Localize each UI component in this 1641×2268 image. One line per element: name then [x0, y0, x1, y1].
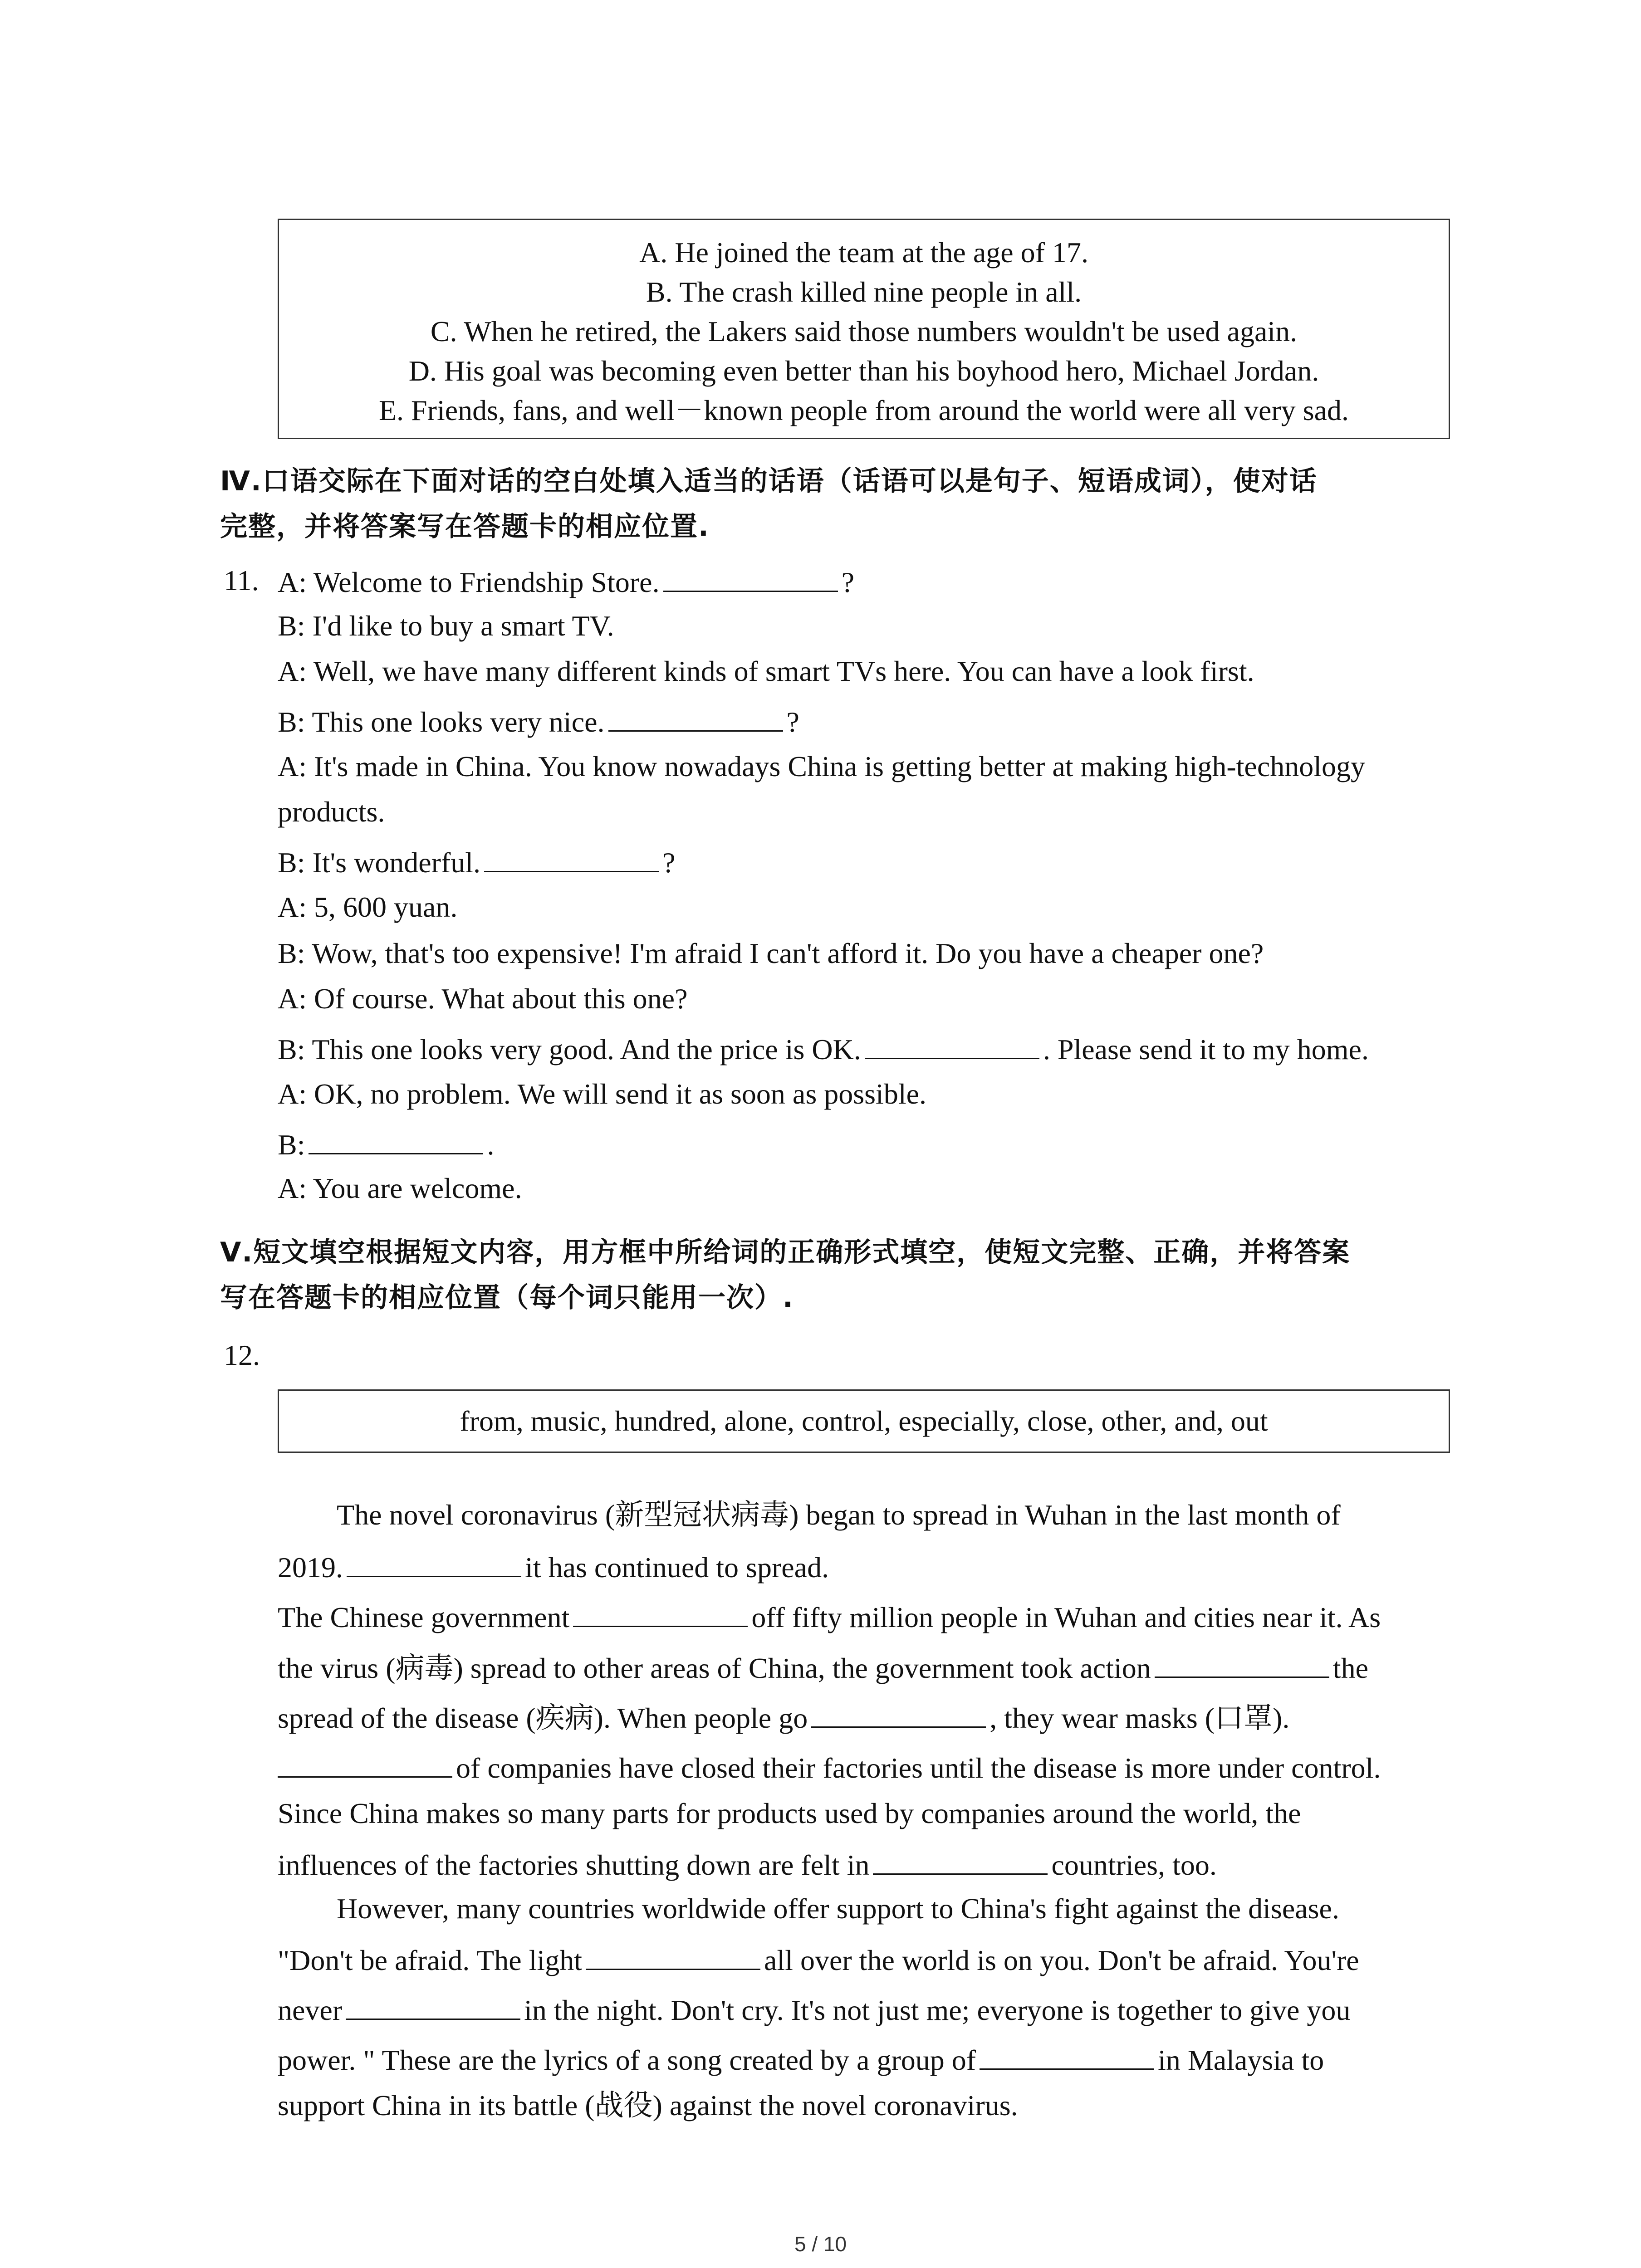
passage-text-after: countries, too. — [1051, 1849, 1217, 1881]
answer-blank[interactable] — [347, 1548, 521, 1577]
answer-options-box — [278, 219, 1450, 439]
passage-line — [278, 1845, 1217, 1883]
dialogue-line — [278, 889, 457, 925]
answer-blank[interactable] — [573, 1598, 748, 1627]
dialogue-line — [278, 935, 1264, 972]
dialogue-line — [278, 1030, 1369, 1068]
dialogue-line — [278, 608, 614, 644]
passage-text: The Chinese government — [278, 1601, 570, 1633]
passage-text-after: it has continued to spread. — [525, 1551, 829, 1584]
passage-text: power. " These are the lyrics of a song created by a group of — [278, 2044, 976, 2076]
passage-line — [278, 1990, 1350, 2028]
answer-blank[interactable] — [811, 1698, 986, 1728]
answer-blank[interactable] — [346, 1990, 520, 2020]
dialogue-line — [278, 1170, 522, 1207]
passage-text-after: the — [1332, 1652, 1368, 1684]
passage-line — [278, 1698, 1289, 1736]
dialogue-text: B: I'd like to buy a smart TV. — [278, 610, 614, 642]
passage-text: support China in its battle (战役) against the novel coronavirus. — [278, 2089, 1018, 2121]
answer-blank[interactable] — [663, 562, 838, 592]
dialogue-text: products. — [278, 796, 385, 828]
passage-line — [278, 1941, 1359, 1979]
passage-line — [278, 1795, 1301, 1832]
passage-text-after: in Malaysia to — [1158, 2044, 1324, 2076]
dialogue-line — [278, 981, 687, 1017]
dialogue-text: B: This one looks very nice. — [278, 706, 605, 738]
option-b: B. The crash killed nine people in all. — [646, 276, 1082, 308]
section-5-heading-line-2: 写在答题卡的相应位置（每个词只能用一次）. — [220, 1282, 794, 1314]
dialogue-text: A: Well, we have many different kinds of smart TVs here. You can have a look first. — [278, 655, 1254, 687]
dialogue-text: B: — [278, 1129, 305, 1161]
word-bank-text: from, music, hundred, alone, control, especially, close, other, and, out — [460, 1405, 1268, 1437]
section-4-heading-line-2: 完整，并将答案写在答题卡的相应位置. — [220, 511, 710, 543]
section-4-heading-line-1: Ⅳ.口语交际在下面对话的空白处填入适当的话语（话语可以是句子、短语成词），使对话 — [220, 465, 1318, 497]
dialogue-line — [278, 653, 1254, 689]
answer-blank[interactable] — [1155, 1648, 1329, 1678]
option-e: E. Friends, fans, and well－known people from around the world were all very sad. — [378, 394, 1349, 426]
question-12-number: 12. — [224, 1339, 260, 1371]
dialogue-line — [278, 748, 1365, 785]
passage-text-after: , they wear masks (口罩). — [989, 1702, 1290, 1734]
answer-blank[interactable] — [608, 702, 783, 732]
dialogue-text: A: It's made in China. You know nowadays China is getting better at making high-technology — [278, 750, 1365, 782]
option-d: D. His goal was becoming even better than his boyhood hero, Michael Jordan. — [408, 355, 1319, 387]
passage-text: However, many countries worldwide offer support to China's fight against the disease. — [337, 1892, 1339, 1925]
passage-line — [278, 1648, 1368, 1686]
answer-blank[interactable] — [484, 843, 659, 872]
answer-blank[interactable] — [865, 1030, 1039, 1059]
dialogue-text: B: Wow, that's too expensive! I'm afraid I can't afford it. Do you have a cheaper one? — [278, 937, 1264, 969]
word-bank-box — [278, 1389, 1450, 1453]
dialogue-line — [278, 702, 799, 740]
passage-text: the virus (病毒) spread to other areas of China, the government took action — [278, 1652, 1151, 1684]
passage-line — [337, 1497, 1341, 1533]
dialogue-text: A: 5, 600 yuan. — [278, 891, 458, 923]
option-c: C. When he retired, the Lakers said those numbers wouldn't be used again. — [430, 315, 1298, 347]
answer-blank[interactable] — [586, 1941, 760, 1970]
passage-text-after: of companies have closed their factories until the disease is more under control. — [456, 1752, 1381, 1784]
dialogue-text-after: . — [487, 1129, 495, 1161]
dialogue-text: A: OK, no problem. We will send it as soon as possible. — [278, 1078, 926, 1110]
dialogue-text-after: ? — [786, 706, 799, 738]
question-11-number: 11. — [224, 564, 259, 596]
section-5-heading-line-1: Ⅴ.短文填空根据短文内容，用方框中所给词的正确形式填空，使短文完整、正确，并将答案 — [220, 1237, 1351, 1268]
dialogue-line — [278, 562, 854, 601]
dialogue-text-after: . Please send it to my home. — [1043, 1033, 1369, 1066]
passage-text: never — [278, 1994, 343, 2026]
passage-text: influences of the factories shutting down are felt in — [278, 1849, 870, 1881]
passage-line — [278, 2040, 1324, 2078]
passage-text: Since China makes so many parts for products used by companies around the world, the — [278, 1797, 1301, 1829]
answer-blank[interactable] — [980, 2040, 1154, 2070]
passage-text-after: all over the world is on you. Don't be afraid. You're — [764, 1944, 1359, 1976]
passage-text-after: off fifty million people in Wuhan and cities near it. As — [751, 1601, 1381, 1633]
answer-blank[interactable] — [309, 1125, 483, 1154]
passage-line — [278, 1598, 1381, 1636]
page-number: 5 / 10 — [794, 2232, 847, 2256]
option-a: A. He joined the team at the age of 17. — [639, 236, 1088, 269]
passage-line — [278, 2087, 1018, 2124]
dialogue-text: A: You are welcome. — [278, 1172, 522, 1204]
passage-line — [337, 1891, 1339, 1927]
passage-text: "Don't be afraid. The light — [278, 1944, 582, 1976]
dialogue-text: B: This one looks very good. And the price is OK. — [278, 1033, 861, 1066]
answer-blank[interactable] — [278, 1748, 452, 1778]
passage-text-after: in the night. Don't cry. It's not just me; everyone is together to give you — [524, 1994, 1351, 2026]
dialogue-line — [278, 843, 675, 881]
dialogue-text: A: Welcome to Friendship Store. — [278, 566, 660, 598]
dialogue-text: B: It's wonderful. — [278, 846, 481, 879]
dialogue-text: A: Of course. What about this one? — [278, 982, 688, 1015]
passage-text: The novel coronavirus (新型冠状病毒) began to spread in Wuhan in the last month of — [337, 1499, 1341, 1531]
dialogue-line — [278, 794, 385, 830]
dialogue-line — [278, 1125, 494, 1163]
answer-blank[interactable] — [873, 1845, 1048, 1875]
dialogue-line — [278, 1076, 926, 1112]
dialogue-text-after: ? — [662, 846, 676, 879]
passage-text: spread of the disease (疾病). When people go — [278, 1702, 808, 1734]
passage-line — [278, 1748, 1381, 1786]
passage-line — [278, 1548, 829, 1586]
passage-text: 2019. — [278, 1551, 343, 1584]
dialogue-text-after: ? — [841, 566, 854, 598]
